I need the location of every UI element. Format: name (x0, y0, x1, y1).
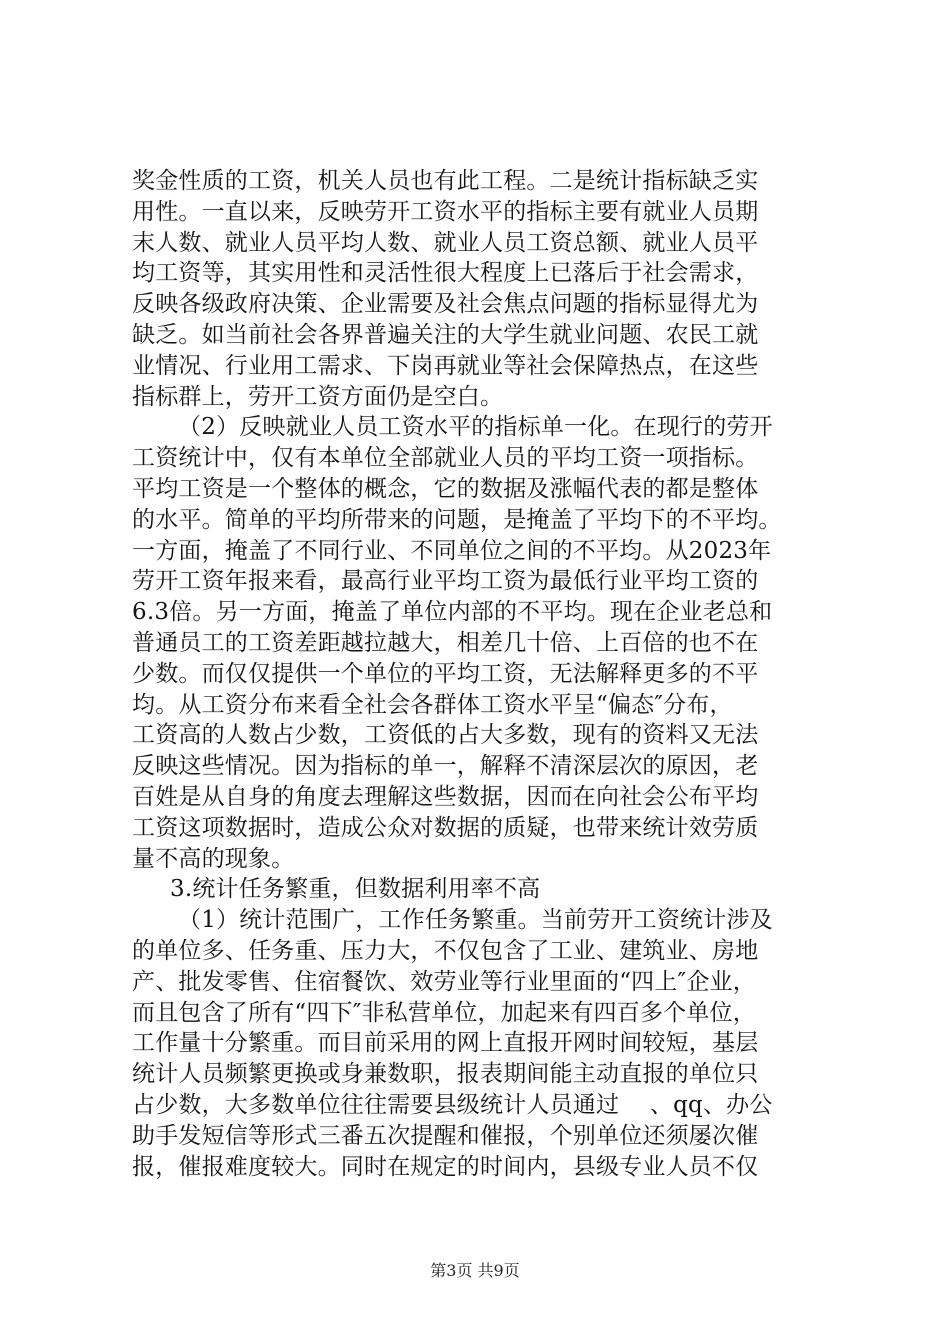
text-line: 的水平。简单的平均所带来的问题，是掩盖了平均下的不平均。 (132, 506, 782, 533)
text-line: 反映各级政府决策、企业需要及社会焦点问题的指标显得尤为 (132, 291, 759, 318)
text-line: 而且包含了所有“四下″非私营单位，加起来有四百多个单位， (132, 999, 756, 1026)
text-line: 6.3倍。另一方面，掩盖了单位内部的不平均。现在企业老总和 (132, 599, 773, 626)
text-line: 劳开工资年报来看，最高行业平均工资为最低行业平均工资的 (132, 568, 759, 595)
text-line: 均。从工资分布来看全社会各群体工资水平呈“偏态″分布， (132, 691, 733, 718)
page-number-footer: 第3页 共9页 (430, 1261, 520, 1280)
text-line: 工资统计中，仅有本单位全部就业人员的平均工资一项指标。 (132, 445, 759, 472)
text-line: 一方面，掩盖了不同行业、不同单位之间的不平均。从2023年 (132, 537, 772, 564)
text-line: 反映这些情况。因为指标的单一，解释不清深层次的原因，老 (132, 753, 759, 780)
text-line: 业情况、行业用工需求、下岗再就业等社会保障热点，在这些 (132, 352, 759, 379)
text-line: 报，催报难度较大。同时在规定的时间内，县级专业人员不仅 (132, 1153, 759, 1180)
text-line: 统计人员频繁更换或身兼数职，报表期间能主动直报的单位只 (132, 1061, 759, 1088)
text-line: 产、批发零售、住宿餐饮、效劳业等行业里面的“四上″企业， (132, 968, 756, 995)
paragraph-start-line: （2）反映就业人员工资水平的指标单一化。在现行的劳开 (178, 414, 773, 441)
text-line: 普通员工的工资差距越拉越大，相差几十倍、上百倍的也不在 (132, 629, 759, 656)
text-line: 助手发短信等形式三番五次提醒和催报，个别单位还须屡次催 (132, 1122, 759, 1149)
text-line: 缺乏。如当前社会各界普遍关注的大学生就业问题、农民工就 (132, 321, 759, 348)
text-line: 工资这项数据时，造成公众对数据的质疑，也带来统计效劳质 (132, 814, 759, 841)
text-line: 百姓是从自身的角度去理解这些数据，因而在向社会公布平均 (132, 783, 759, 810)
text-line: 占少数，大多数单位往往需要县级统计人员通过 、qq、办公 (132, 1091, 773, 1118)
paragraph-start-line: （1）统计范围广，工作任务繁重。当前劳开工资统计涉及 (178, 907, 773, 934)
text-line: 均工资等，其实用性和灵活性很大程度上已落后于社会需求， (132, 260, 759, 287)
text-line: 末人数、就业人员平均人数、就业人员工资总额、就业人员平 (132, 229, 759, 256)
text-line: 奖金性质的工资，机关人员也有此工程。二是统计指标缺乏实 (132, 168, 759, 194)
text-line: 用性。一直以来，反映劳开工资水平的指标主要有就业人员期 (132, 198, 759, 225)
text-line: 指标群上，劳开工资方面仍是空白。 (132, 383, 504, 410)
text-line: 平均工资是一个整体的概念，它的数据及涨幅代表的都是整体 (132, 475, 759, 502)
text-line: 量不高的现象。 (132, 845, 295, 872)
text-line: 的单位多、任务重、压力大，不仅包含了工业、建筑业、房地 (132, 937, 759, 964)
text-line: 少数。而仅仅提供一个单位的平均工资，无法解释更多的不平 (132, 660, 759, 687)
body-text (132, 166, 832, 1182)
section-heading: 3.统计任务繁重，但数据利用率不高 (170, 876, 541, 903)
text-line: 工作量十分繁重。而目前采用的网上直报开网时间较短，基层 (132, 1030, 759, 1057)
text-line: 工资高的人数占少数，工资低的占大多数，现有的资料又无法 (132, 722, 759, 749)
